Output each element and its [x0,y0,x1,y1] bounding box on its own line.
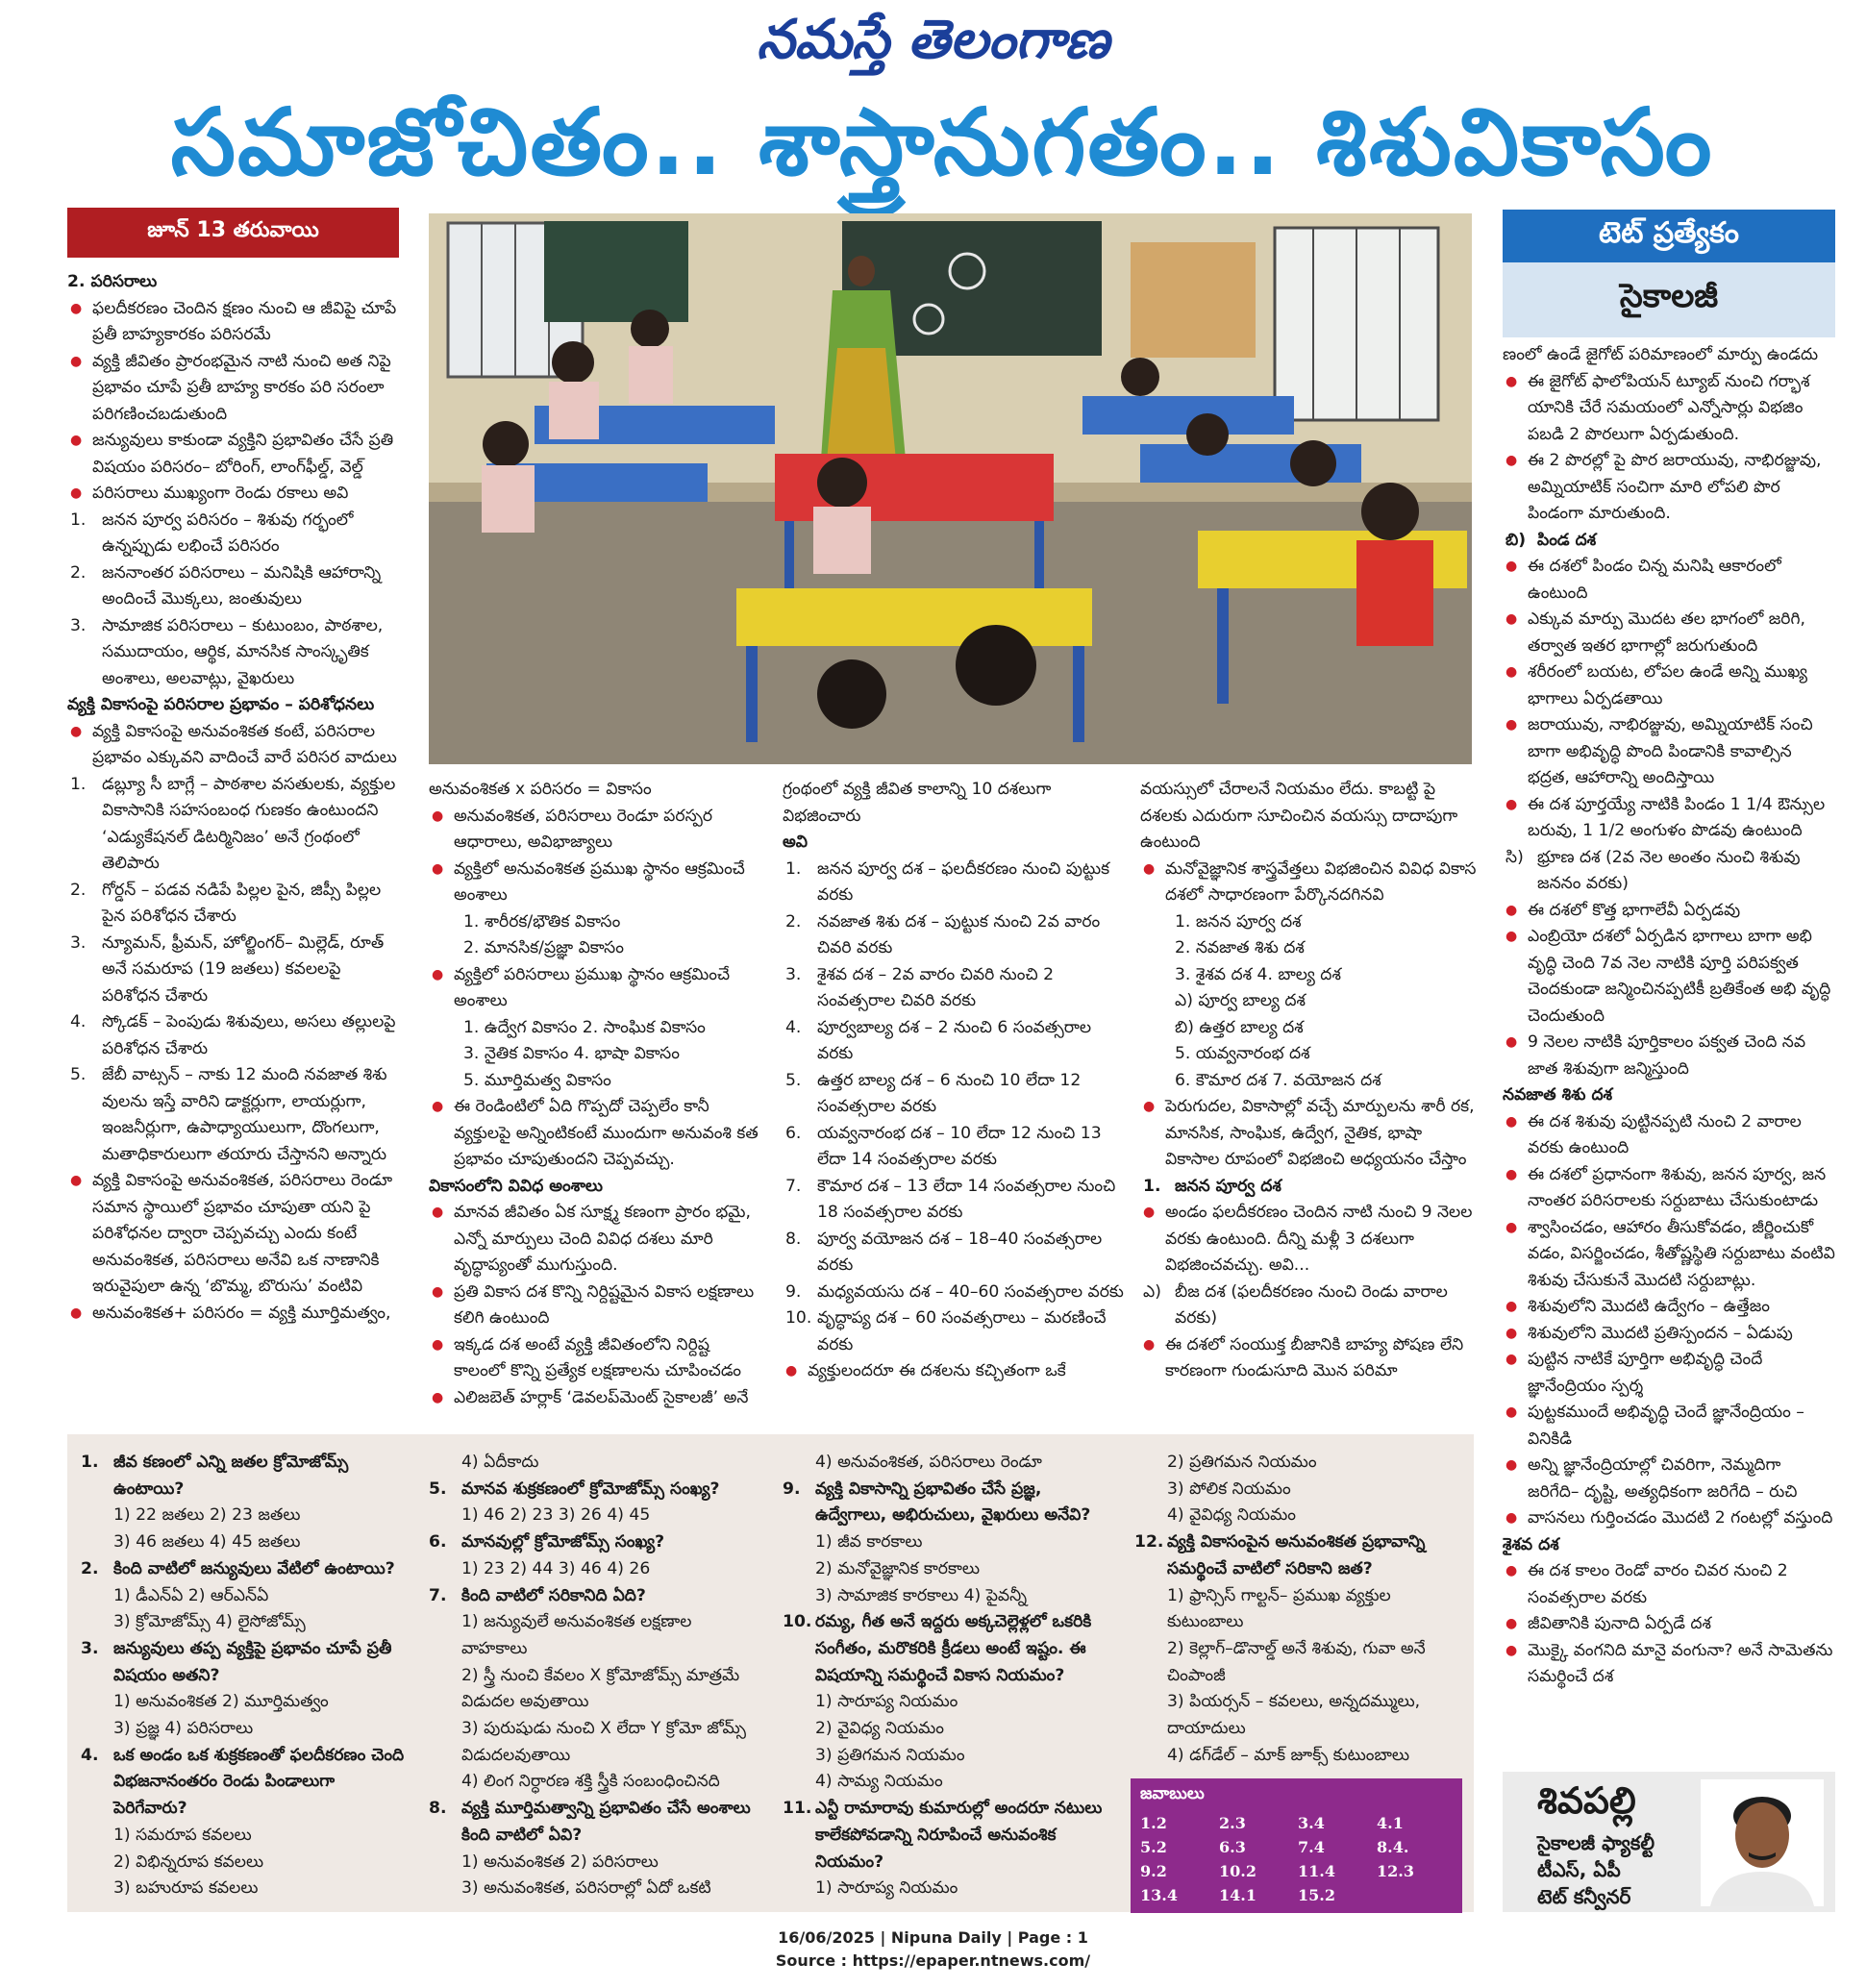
bullet-item: ● వ్యక్తి జీవితం ప్రారంభమైన నాటి నుంచి అత నిపై ప్రభావం చూపే ప్రతీ బాహ్య కారకం పరి సరంలా పరిగణించబడుతుంది [67,349,399,429]
quiz-question [783,1477,1114,1529]
quiz-option: 2) విభిన్నరూప కవలలు [113,1851,264,1872]
answer-cell: 13.4 [1140,1886,1178,1904]
quiz-question [81,1556,412,1583]
paragraph: ణంలో ఉండే జైగోట్ పరిమాణంలో మార్పు ఉండదు [1503,345,1819,364]
paragraph: 6. కౌమార దశ 7. వయోజన దశ [1175,1070,1381,1090]
question-number: 11. [783,1799,812,1819]
quiz-question [81,1636,412,1689]
quiz-option: 3) ప్రజ్ఞ 4) పరిసరాలు [113,1719,254,1739]
item-text: పూర్వ వయోజన దశ – 18–40 సంవత్సరాల వరకు [817,1229,1103,1275]
quiz-option: 4) అనువంశికత, పరిసరాలు రెండూ [815,1453,1042,1472]
numbered-item [67,560,399,613]
quiz-option: 1) జీవ కారకాలు [815,1532,923,1553]
section-heading: వ్యక్తి వికాసంపై పరిసరాల ప్రభావం – పరిశోధనలు [67,695,375,714]
quiz-question [81,1743,412,1823]
item-number: సి) [1505,847,1524,867]
section-heading: నవజాత శిశు దశ [1503,1085,1613,1105]
numbered-item [783,1015,1124,1068]
bullet-item: ● ఈ 2 పొరల్లో పై పొర జరాయువు, నాభిరజ్జువు, అమ్నియాటిక్ సంచిగా మారి లోపలి పొర పిండంగా మారుతుంది. [1503,448,1835,528]
quiz-option: 2) స్త్రీ నుంచి కేవలం X క్రోమోజోమ్స్ మాత్రమే విడుదల అవుతాయి [461,1665,740,1712]
paragraph: 1. ఉద్వేగ వికాసం 2. సాంఘిక వికాసం [463,1017,706,1037]
bullet-item: ● మానవ జీవితం ఏక సూక్ష్మ కణంగా ప్రారం భమై, ఎన్నో మార్పులు చెంది వివిధ దశలు మారి వృద్ధాప్యంతో ముగుస్తుంది. [429,1200,765,1280]
item-number: ఎ) [1143,1281,1161,1302]
bullet-item: ● ఈ దశ శిశువు పుట్టినప్పటి నుంచి 2 వారాల వరకు ఉంటుంది [1503,1109,1835,1162]
quiz-column-3 [783,1450,1114,1902]
question-number: 9. [783,1479,801,1499]
item-text: బీజ దశ (ఫలదీకరణం నుంచి రెండు వారాల వరకు) [1175,1281,1448,1328]
item-number: 1. [785,858,802,879]
quiz-option: 1) సారూప్య నియమం [815,1692,958,1712]
item-number: 5. [785,1070,802,1090]
item-number: 1. [1143,1176,1161,1196]
bullet-item: ● 9 నెలల నాటికి పూర్తికాలం పక్వత చెంది నవ జాత శిశువుగా జన్మిస్తుంది [1503,1030,1835,1082]
item-text: జననాంతర పరిసరాలు – మనిషికి ఆహారాన్ని అందించే మొక్కలు, జంతువులు [102,562,382,609]
item-number: 3. [785,964,802,984]
bullet-item: ● పరిసరాలు ముఖ్యంగా రెండు రకాలు అవి [67,481,399,508]
answer-cell: 14.1 [1219,1886,1256,1904]
answer-cell: 9.2 [1140,1862,1167,1880]
quiz-option: 3) అనువంశికత, పరిసరాల్లో ఏదో ఒకటి [461,1878,711,1899]
bullet-item: ● పుట్టిన నాటికే పూర్తిగా అభివృద్ధి చెందే జ్ఞానేంద్రియం స్పర్శ [1503,1347,1835,1400]
numbered-item [1503,528,1835,555]
item-text: డబ్ల్యూ సీ బాగ్లే – పాఠశాల వసతులకు, వ్యక్తుల వికాసానికి సహసంబంధ గుణకం ఉంటుందని ‘ఎడ్యుకేషనల్ డిటర్మినిజం’ అనే గ్రంథంలో తెలిపారు [102,774,396,873]
paragraph: 3. శైశవ దశ 4. బాల్య దశ [1175,964,1341,984]
item-text: వృద్ధాప్య దశ – 60 సంవత్సరాలు – మరణించే వరకు [817,1308,1107,1354]
item-number: 3. [70,932,87,953]
paragraph: వయస్సులో చేరాలనే నియమం లేదు. కాబట్టి పై దశలకు ఎదురుగా సూచించిన వయస్సు దాదాపుగా ఉంటుంది [1140,780,1458,852]
quiz-question [783,1609,1114,1689]
paragraph: 5. మూర్తిమత్వ వికాసం [463,1070,611,1090]
bullet-item: ● అన్ని జ్ఞానేంద్రియాల్లో చివరిగా, నెమ్మదిగా జరిగేది– దృష్టి, అత్యధికంగా జరిగేది – రుచి [1503,1453,1835,1505]
article-column-5 [1503,342,1835,1691]
quiz-option: 1) ఫ్రాన్సిస్ గాల్టన్– ప్రముఖ వ్యక్తుల కుటుంబాలు [1167,1585,1391,1632]
paragraph: 1. జనన పూర్వ దశ [1175,911,1302,932]
answer-cell: 11.4 [1298,1862,1335,1880]
quiz-question [783,1796,1114,1876]
numbered-item [1140,1174,1477,1201]
item-text: భ్రూణ దశ (2వ నెల అంతం నుంచి శిశువు జననం వరకు) [1537,847,1801,893]
item-text: పిండ దశ [1537,530,1597,550]
numbered-item [67,1009,399,1062]
author-photo [1701,1779,1824,1906]
question-number: 10. [783,1612,812,1632]
answer-cell: 1.2 [1140,1814,1167,1832]
author-title: టెట్ కన్వీనర్ [1537,1885,1631,1908]
answer-row [1140,1835,1457,1859]
quiz-option: 3) సామాజిక కారకాలు 4) పైవన్నీ [815,1585,1028,1605]
bullet-item: ● వ్యక్తి వికాసంపై అనువంశికత, పరిసరాలు రెండూ సమాన స్థాయిలో ప్రభావం చూపుతా యని పై పరిశోధనల ద్వారా చెప్పవచ్చు ఎందు కంటే అనువంశికత, పరిసరాలు అనేవి ఒక నాణానికి ఇరువైపులా ఉన్న ‘బొమ్మ, బొరుసు’ వంటివి [67,1168,399,1301]
bullet-item: ● వ్యక్తి వికాసంపై అనువంశికత కంటే, పరిసరాల ప్రభావం ఎక్కువని వాదించే వారే పరిసర వాదులు [67,719,399,772]
item-number: 10. [785,1308,812,1328]
answer-row [1140,1883,1457,1907]
item-number: 2. [70,562,87,583]
bullet-item: ● ఫలదీకరణం చెందిన క్షణం నుంచి ఆ జీవిపై చూపే ప్రతీ బాహ్యకారకం పరిసరమే [67,296,399,349]
quiz-question [81,1450,412,1503]
bullet-item: ● శిశువులోని మొదటి ప్రతిస్పందన – ఏడుపు [1503,1321,1835,1348]
article-column-2 [429,777,765,1411]
bullet-item: ● ఈ దశలో ప్రధానంగా శిశువు, జనన పూర్వ, జన నాంతర పరిసరాలకు సర్దుబాటు చేసుకుంటాడు [1503,1162,1835,1215]
author-region: టీఎస్, ఏపీ [1537,1858,1621,1881]
question-text: కింది వాటిలో జన్యువులు వేటిలో ఉంటాయి? [113,1558,395,1578]
numbered-item [783,1227,1124,1280]
quiz-question [429,1583,760,1610]
numbered-item [783,1174,1124,1227]
numbered-item [67,772,399,878]
bullet-item: ● అండం ఫలదీకరణం చెందిన నాటి నుంచి 9 నెలల వరకు ఉంటుంది. దీన్ని మళ్లీ 3 దశలుగా విభజించవచ్చు. అవి... [1140,1200,1477,1280]
question-number: 1. [81,1453,99,1472]
bullet-item: ● శిశువులోని మొదటి ఉద్వేగం – ఉత్తేజం [1503,1294,1835,1321]
section-tag: జూన్ 13 తరువాయి [67,208,399,258]
paragraph: ఎ) పూర్వ బాల్య దశ [1175,991,1306,1010]
quiz-option: 1) జన్యువులే అనువంశికత లక్షణాల వాహకాలు [461,1612,692,1658]
quiz-question [429,1529,760,1556]
bullet-item: ● ఈ దశ కాలం రెండో వారం చివర నుంచి 2 సంవత్సరాల వరకు [1503,1558,1835,1611]
quiz-question [429,1796,760,1849]
question-text: జీవ కణంలో ఎన్ని జతల క్రోమోజోమ్స్ ఉంటాయి? [113,1453,349,1499]
quiz-column-1 [81,1450,412,1902]
answer-row [1140,1811,1457,1835]
bullet-item: ● ఎంబ్రియో దశలో ఏర్పడిన భాగాలు బాగా అభి వృద్ధి చెంది 7వ నెల నాటికి పూర్తి పరిపక్వత చెందకుండా జన్మించినప్పటికీ బ్రతికేంత అభి వృద్ధి చెందుతుంది [1503,924,1835,1030]
footer-date-line: 16/06/2025 | Nipuna Daily | Page : 1 [778,1928,1088,1947]
item-text: శైశవ దశ – 2వ వారం చివరి నుంచి 2 సంవత్సరాల చివరి వరకు [817,964,1055,1010]
quiz-option: 3) పోలిక నియమం [1167,1479,1291,1499]
item-text: జనన పూర్వ పరిసరం – శిశువు గర్భంలో ఉన్నప్పుడు లభించే పరిసరం [102,509,354,556]
numbered-item [783,1068,1124,1121]
item-text: జనన పూర్వ దశ – ఫలదీకరణం నుంచి పుట్టుక వరకు [817,858,1110,905]
question-text: ఒక అండం ఒక శుక్రకణంతో ఫలదీకరణం చెంది విభజనానంతరం రెండు పిండాలుగా పెరిగేవారు? [113,1745,405,1819]
article-column-1 [67,269,399,1327]
paragraph: 2. మానసిక/ప్రజ్ఞా వికాసం [463,938,624,957]
question-number: 5. [429,1479,447,1499]
item-number: 2. [70,880,87,900]
item-text: నవజాత శిశు దశ – పుట్టుక నుంచి 2వ వారం చివరి వరకు [817,911,1101,957]
answer-cell: 4.1 [1377,1814,1404,1832]
article-column-3 [783,777,1124,1385]
numbered-item [783,909,1124,962]
item-number: బి) [1505,530,1527,550]
answer-grid [1140,1811,1457,1907]
question-text: ఎన్టీ రామారావు కుమారుల్లో అందరూ నటులు కాలేకపోవడాన్ని నిరూపించే అనువంశిక నియమం? [815,1799,1103,1872]
quiz-option: 3) క్రోమోజోమ్స్ 4) లైసోజోమ్స్ [113,1612,306,1632]
answer-cell: 12.3 [1377,1862,1414,1880]
bullet-item: ● ఈ దశలో సంయుక్త బీజానికి బాహ్య పోషణ లేని కారణంగా గుండుసూది మొన పరిమా [1140,1332,1477,1385]
numbered-item [783,1280,1124,1306]
question-text: రమ్య, గీత అనే ఇద్దరు అక్కచెల్లెళ్లలో ఒకరికి సంగీతం, మరొకరికి క్రీడలు అంటే ఇష్టం. ఈ విషయాన్ని సమర్థించే వికాస నియమం? [815,1612,1092,1685]
quiz-option: 4) డగ్‌డేల్ – మాక్ జూక్స్ కుటుంబాలు [1167,1745,1410,1765]
item-number: 9. [785,1281,802,1302]
answer-cell: 8.4. [1377,1838,1409,1856]
question-text: జన్యువులు తప్ప వ్యక్తిపై ప్రభావం చూపే ప్రతీ విషయం అతని? [113,1638,392,1685]
bullet-item: ● ప్రతి వికాస దశ కొన్ని నిర్దిష్టమైన వికాస లక్షణాలు కలిగి ఉంటుంది [429,1280,765,1332]
section-heading: అవి [783,832,808,852]
question-number: 7. [429,1585,447,1605]
paragraph: 1. శారీరక/భౌతిక వికాసం [463,911,621,932]
numbered-item [67,1062,399,1168]
quiz-option: 3) పియర్సన్ – కవలలు, అన్నదమ్ములు, దాయాదులు [1167,1692,1421,1739]
quiz-option: 3) పురుషుడు నుంచి X లేదా Y క్రోమో జోమ్స్ విడుదలవుతాయి [461,1719,746,1765]
quiz-option: 1) డీఎన్ఏ 2) ఆర్ఎన్ఏ [113,1585,269,1605]
quiz-option: 3) ప్రతిగమన నియమం [815,1745,965,1765]
bullet-item: ● పుట్టకముందే అభివృద్ధి చెందే జ్ఞానేంద్రియం – వినికిడి [1503,1400,1835,1453]
numbered-item [67,878,399,931]
author-role: సైకాలజీ ఫ్యాకల్టీ [1537,1831,1655,1854]
quiz-option: 3) 46 జతలు 4) 45 జతలు [113,1532,301,1553]
answer-cell: 5.2 [1140,1838,1167,1856]
quiz-column-2 [429,1450,760,1902]
section-heading: వికాసంలోని వివిధ అంశాలు [429,1176,603,1196]
question-number: 3. [81,1638,99,1658]
quiz-option: 2) మనోవైజ్ఞానిక కారకాలు [815,1558,981,1578]
answer-cell: 6.3 [1219,1838,1246,1856]
numbered-item [783,1305,1124,1358]
numbered-item [67,613,399,693]
answer-cell: 2.3 [1219,1814,1246,1832]
bullet-item: ● వ్యక్తులందరూ ఈ దశలను కచ్చితంగా ఒకే [783,1358,1124,1385]
numbered-item [783,962,1124,1015]
bullet-item: ● జన్యువులు కాకుండా వ్యక్తిని ప్రభావితం చేసే ప్రతి విషయం పరిసరం– బోరింగ్, లాంగ్‌ఫీల్డ్, వెల్డ్ [67,428,399,481]
author-name: శివపల్లి [1537,1779,1636,1822]
item-number: 2. [785,911,802,932]
item-number: 1. [70,774,87,794]
quiz-option: 2) ప్రతిగమన నియమం [1167,1453,1317,1472]
answer-row [1140,1859,1457,1883]
item-text: గోర్డన్ – పడవ నడిపే పిల్లల పైన, జిప్సీ పిల్లల పైన పరిశోధన చేశారు [102,880,382,926]
footer-source-line: Source : https://epaper.ntnews.com/ [775,1951,1091,1970]
quiz-option: 1) 46 2) 23 3) 26 4) 45 [461,1505,651,1526]
bullet-item: ● అనువంశికత+ పరిసరం = వ్యక్తి మూర్తిమత్వం, [67,1301,399,1328]
item-number: 6. [785,1123,802,1143]
masthead-logo: నమస్తే తెలంగాణ [757,8,1109,71]
answer-cell [1377,1883,1455,1907]
item-text: స్కోడక్ – పెంపుడు శిశువులు, అసలు తల్లులపై పరిశోధన చేశారు [102,1012,396,1058]
bullet-item: ● ఈ జైగోట్ ఫాలోపియన్ ట్యూబ్ నుంచి గర్భాశ యానికి చేరే సమయంలో ఎన్నోసార్లు విభజిం పబడి 2 పొరలుగా ఏర్పడుతుంది. [1503,369,1835,449]
item-text: న్యూమన్, ఫ్రీమన్, హోల్జింగర్– మిల్లెడ్, రూత్ అనే సమరూప (19 జతలు) కవలలపై పరిశోధన చేశారు [102,932,385,1006]
item-number: 5. [70,1065,87,1084]
section-heading: 2. పరిసరాలు [67,272,158,291]
item-number: 1. [70,509,87,530]
item-text: పూర్వబాల్య దశ – 2 నుంచి 6 సంవత్సరాల వరకు [817,1017,1092,1063]
paragraph: 3. నైతిక వికాసం 4. భాషా వికాసం [463,1044,680,1063]
item-text: మధ్యవయసు దశ – 40–60 సంవత్సరాల వరకు [817,1281,1124,1302]
article-column-4 [1140,777,1477,1385]
side-section-subheading: సైకాలజీ [1503,262,1835,337]
bullet-item: ● ఇక్కడ దశ అంటే వ్యక్తి జీవితంలోని నిర్దిష్ట కాలంలో కొన్ని ప్రత్యేక లక్షణాలను చూపించడం [429,1332,765,1385]
bullet-item: ● ఈ దశ పూర్తయ్యే నాటికి పిండం 1 1/4 ఔన్సుల బరువు, 1 1/2 అంగుళం పొడవు ఉంటుంది [1503,792,1835,845]
bullet-item: ● పెరుగుదల, వికాసాల్లో వచ్చే మార్పులను శారీ రక, మానసిక, సాంఘిక, ఉద్వేగ, నైతిక, భాషా వికాసాల రూపంలో విభజించి అధ్యయనం చేస్తాం [1140,1094,1477,1174]
paragraph: 2. నవజాత శిశు దశ [1175,938,1305,957]
item-text: సామాజిక పరిసరాలు – కుటుంబం, పాఠశాల, సముదాయం, ఆర్థిక, మానసిక సాంస్కృతిక అంశాలు, అలవాట్లు, వైఖరులు [102,615,384,688]
question-text: వ్యక్తి వికాసాన్ని ప్రభావితం చేసే ప్రజ్ఞ, ఉద్వేగాలు, అభిరుచులు, వైఖరులు అనేవి? [815,1479,1091,1526]
paragraph: అనువంశికత x పరిసరం = వికాసం [429,780,652,799]
numbered-item [67,931,399,1010]
paragraph: 5. యవ్వనారంభ దశ [1175,1044,1310,1063]
quiz-option: 4) సామ్య నియమం [815,1772,943,1792]
bullet-item: ● మనోవైజ్ఞానిక శాస్త్రవేత్తలు విభజించిన వివిధ వికాస దశలో సాధారణంగా పేర్కొనదగినవి [1140,857,1477,909]
question-number: 2. [81,1558,99,1578]
answer-cell: 15.2 [1298,1886,1335,1904]
bullet-item: ● శ్వాసించడం, ఆహారం తీసుకోవడం, జీర్ణించుకో వడం, విసర్జించడం, శీతోష్ణస్థితి సర్దుబాటు వంటివి శిశువు చేసుకునే మొదటి సర్దుబాట్లు. [1503,1215,1835,1295]
bullet-item: ● ఈ దశలో కొత్త భాగాలేవీ ఏర్పడవు [1503,898,1835,925]
classroom-illustration [429,213,1472,764]
answer-cell: 7.4 [1298,1838,1325,1856]
quiz-option: 1) 23 2) 44 3) 46 4) 26 [461,1558,651,1578]
numbered-item [1503,845,1835,898]
quiz-option: 2) వైవిధ్య నియమం [815,1719,944,1739]
bullet-item: ● ఎక్కువ మార్పు మొదట తల భాగంలో జరిగి, తర్వాత ఇతర భాగాల్లో జరుగుతుంది [1503,607,1835,659]
item-number: 4. [785,1017,802,1037]
item-number: 7. [785,1176,802,1196]
question-text: మానవుల్లో క్రోమోజోమ్స్ సంఖ్య? [461,1532,665,1553]
quiz-option: 1) అనువంశికత 2) పరిసరాలు [461,1851,659,1872]
answer-key [1131,1778,1462,1913]
quiz-option: 1) 22 జతలు 2) 23 జతలు [113,1505,301,1526]
question-number: 8. [429,1799,447,1819]
answer-key-title: జవాబులు [1140,1784,1205,1803]
numbered-item [1140,1280,1477,1332]
bullet-item: ● జరాయువు, నాభిరజ్జువు, అమ్నియాటిక్ సంచి బాగా అభివృద్ధి పొంది పిండానికి కావాల్సిన భద్రత, ఆహారాన్ని అందిస్తాయి [1503,712,1835,792]
side-section-heading: టెట్ ప్రత్యేకం [1503,210,1835,262]
item-text: జేబీ వాట్సన్ – నాకు 12 మంది నవజాత శిశు వులను ఇస్తే వారిని డాక్టర్లుగా, లాయర్లుగా, ఇంజనీర్లుగా, ఉపాధ్యాయులుగా, దొంగలుగా, మతాధికారులుగా తయారు చేస్తానని అన్నారు [102,1065,387,1164]
question-number: 4. [81,1745,99,1765]
page-footer [0,1926,1866,1973]
question-text: మానవ శుక్రకణంలో క్రోమోజోమ్స్ సంఖ్య? [461,1479,720,1499]
bullet-item: ● శరీరంలో బయట, లోపల ఉండే అన్ని ముఖ్య భాగాలు ఏర్పడతాయి [1503,659,1835,712]
bullet-item: ● ఎలిజబెత్ హర్లాక్ ‘డెవలప్‌మెంట్ సైకాలజీ’ అనే [429,1385,765,1412]
answer-cell: 10.2 [1219,1862,1256,1880]
question-text: వ్యక్తి మూర్తిమత్వాన్ని ప్రభావితం చేసే అంశాలు కింది వాటిలో ఏవి? [461,1799,751,1845]
quiz-option: 1) అనువంశికత 2) మూర్తిమత్వం [113,1692,329,1712]
question-number: 12. [1134,1532,1164,1553]
quiz-option: 1) సమరూప కవలలు [113,1825,252,1845]
numbered-item [783,857,1124,909]
quiz-option: 4) లింగ నిర్ధారణ శక్తి స్త్రీకి సంబంధించినది [461,1772,720,1792]
item-text: యవ్వనారంభ దశ – 10 లేదా 12 నుంచి 13 లేదా 14 సంవత్సరాల వరకు [817,1123,1102,1169]
item-number: 8. [785,1229,802,1249]
bullet-item: ● వ్యక్తిలో అనువంశికత ప్రముఖ స్థానం ఆక్రమించే అంశాలు [429,857,765,909]
bullet-item: ● వ్యక్తిలో పరిసరాలు ప్రముఖ స్థానం ఆక్రమించే అంశాలు [429,962,765,1015]
answer-cell: 3.4 [1298,1814,1325,1832]
quiz-option: 1) సారూప్య నియమం [815,1878,958,1899]
question-text: వ్యక్తి వికాసంపైన అనువంశికత ప్రభావాన్ని సమర్థించే వాటిలో సరికాని జత? [1167,1532,1426,1578]
author-portrait [1701,1779,1824,1906]
paragraph: బి) ఉత్తర బాల్య దశ [1175,1017,1304,1037]
bullet-item: ● వాసనలు గుర్తించడం మొదటి 2 గంటల్లో వస్తుంది [1503,1505,1835,1532]
quiz-option: 4) వైవిధ్య నియమం [1167,1505,1296,1526]
quiz-question [429,1477,760,1503]
numbered-item [67,508,399,560]
item-number: 3. [70,615,87,635]
quiz-option: 3) బహురూప కవలలు [113,1878,259,1899]
bullet-item: ● ఈ రెండింటిలో ఏది గొప్పదో చెప్పలేం కానీ వ్యక్తులపై అన్నింటికంటే ముందుగా అనువంశి కత ప్రభావం చూపుతుందని చెప్పవచ్చు. [429,1094,765,1174]
question-text: కింది వాటిలో సరికానిది ఏది? [461,1585,646,1605]
classroom-photo [429,213,1472,764]
quiz-option: 2) కెల్లాగ్–డొనాల్డ్ అనే శిశువు, గువా అనే చింపాంజీ [1167,1638,1426,1685]
item-text: జనన పూర్వ దశ [1175,1176,1281,1196]
page-headline: సమాజోచితం.. శాస్త్రానుగతం.. శిశువికాసం [170,88,1714,196]
bullet-item: ● అనువంశికత, పరిసరాలు రెండూ పరస్పర ఆధారాలు, అవిభాజ్యాలు [429,804,765,857]
author-box [1503,1772,1835,1912]
bullet-item: ● జీవితానికి పునాది ఏర్పడే దశ [1503,1611,1835,1638]
item-number: 4. [70,1012,87,1031]
bullet-item: ● మొక్కై వంగనిది మానై వంగునా? అనే సామెతను సమర్థించే దశ [1503,1638,1835,1691]
question-number: 6. [429,1532,447,1553]
numbered-item [783,1121,1124,1174]
quiz-column-4 [1134,1450,1466,1769]
item-text: కౌమార దశ – 13 లేదా 14 సంవత్సరాల నుంచి 18 సంవత్సరాల వరకు [817,1176,1116,1222]
quiz-question [1134,1529,1466,1582]
paragraph: గ్రంథంలో వ్యక్తి జీవిత కాలాన్ని 10 దశలుగా విభజించారు [783,780,1052,826]
item-text: ఉత్తర బాల్య దశ – 6 నుంచి 10 లేదా 12 సంవత్సరాల వరకు [817,1070,1082,1116]
bullet-item: ● ఈ దశలో పిండం చిన్న మనిషి ఆకారంలో ఉంటుంది [1503,554,1835,607]
quiz-option: 4) ఏదీకాదు [461,1453,539,1472]
section-heading: శైశవ దశ [1503,1534,1559,1554]
